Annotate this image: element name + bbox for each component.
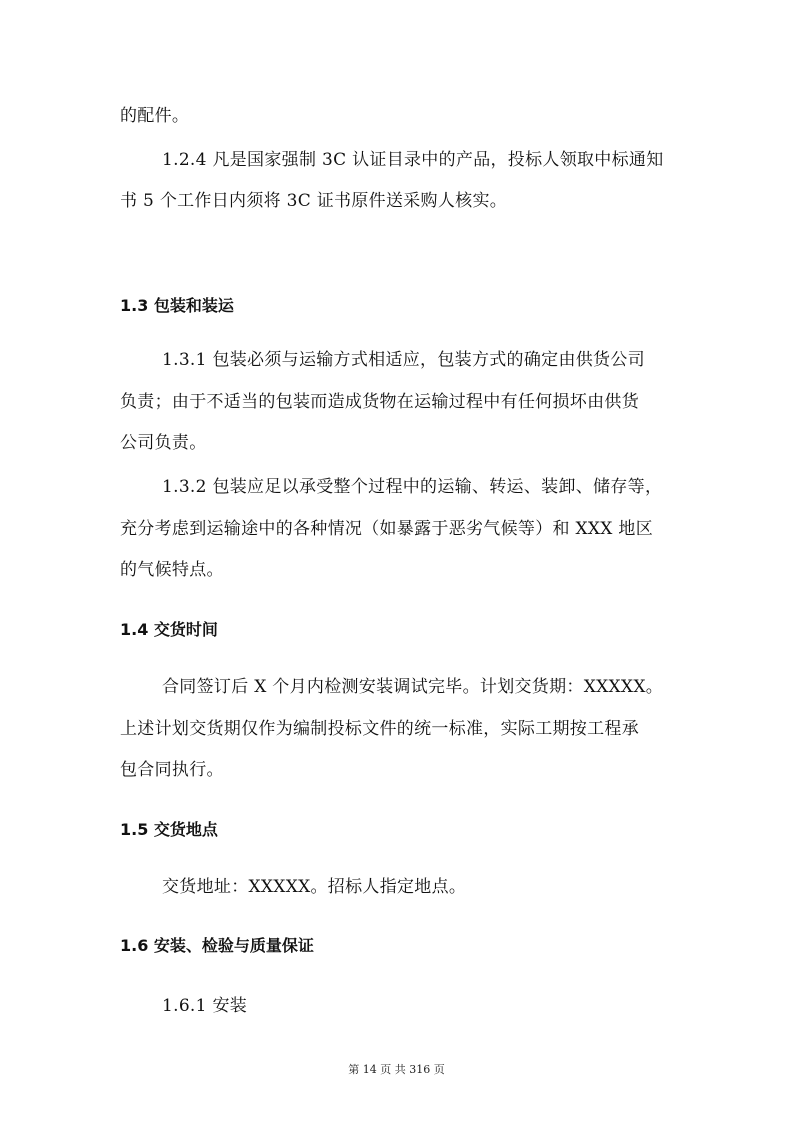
page-number-footer: 第 14 页 共 316 页 [348, 1063, 445, 1076]
section-heading-1-5: 1.5 交货地点 [120, 820, 218, 839]
paragraph-line: 的气候特点。 [120, 560, 224, 580]
paragraph-line: 1.3.2 包装应足以承受整个过程中的运输、转运、装卸、储存等， [162, 477, 663, 497]
paragraph-line: 1.6.1 安装 [162, 996, 248, 1016]
paragraph-line: 书 5 个工作日内须将 3C 证书原件送采购人核实。 [120, 191, 508, 211]
paragraph-line: 合同签订后 X 个月内检测安装调试完毕。计划交货期：XXXXX。 [162, 677, 664, 697]
paragraph-line: 1.2.4 凡是国家强制 3C 认证目录中的产品，投标人领取中标通知 [162, 150, 664, 170]
paragraph-line: 包合同执行。 [120, 760, 224, 780]
paragraph-line: 负责；由于不适当的包装而造成货物在运输过程中有任何损坏由供货 [120, 392, 639, 412]
paragraph-line: 的配件。 [120, 106, 190, 126]
section-heading-1-3: 1.3 包装和装运 [120, 296, 234, 315]
paragraph-line: 上述计划交货期仅作为编制投标文件的统一标准，实际工期按工程承 [120, 719, 639, 739]
paragraph-line: 公司负责。 [120, 433, 207, 453]
paragraph-line: 1.3.1 包装必须与运输方式相适应，包装方式的确定由供货公司 [162, 350, 645, 370]
section-heading-1-6: 1.6 安装、检验与质量保证 [120, 936, 314, 955]
section-heading-1-4: 1.4 交货时间 [120, 620, 218, 639]
paragraph-line: 交货地址：XXXXX。招标人指定地点。 [162, 877, 467, 897]
paragraph-line: 充分考虑到运输途中的各种情况（如暴露于恶劣气候等）和 XXX 地区 [120, 519, 654, 539]
